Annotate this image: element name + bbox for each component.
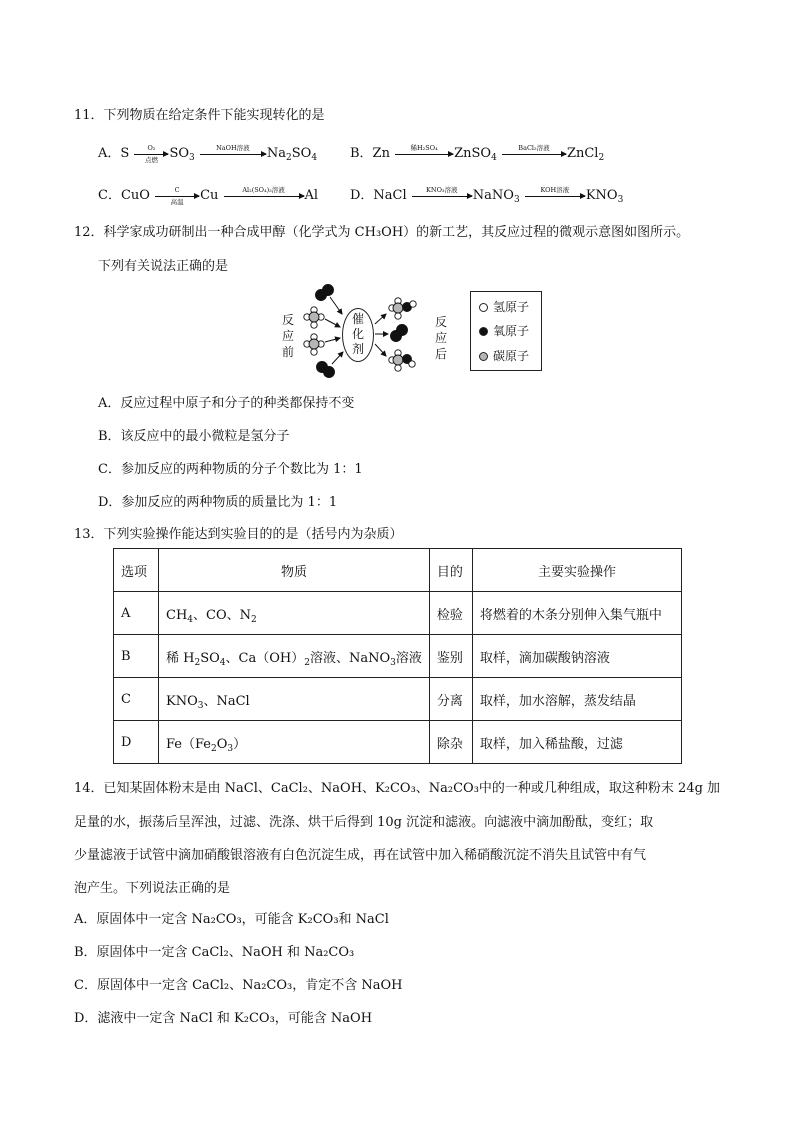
carbon-atom-icon xyxy=(479,352,488,361)
reaction-arrow: C 高温 xyxy=(155,195,199,197)
reaction-arrow: 稀H₂SO₄ xyxy=(395,153,453,155)
row-operation: 取样，加入稀盐酸，过滤 xyxy=(472,721,681,764)
q14-option-d: D．滤液中一定含 NaCl 和 K₂CO₃，可能含 NaOH xyxy=(74,1011,373,1026)
atom-legend xyxy=(470,291,542,371)
table-row xyxy=(114,635,682,678)
legend-oxygen: 氧原子 xyxy=(479,322,529,339)
carbon-atom xyxy=(393,303,403,313)
reaction-arrow: BaCl₂溶液 xyxy=(502,153,566,155)
q12-option-c: C．参加反应的两种物质的分子个数比为 1：1 xyxy=(98,462,363,477)
table-row xyxy=(114,721,682,764)
option-label: D．NaCl xyxy=(350,188,407,203)
row-option: D xyxy=(114,721,159,764)
table-header-row xyxy=(114,549,682,592)
header-substance: 物质 xyxy=(159,549,430,592)
oxygen-atom xyxy=(323,285,334,296)
row-operation: 取样，加水溶解，蒸发结晶 xyxy=(472,678,681,721)
reaction-arrow: KNO₃溶液 xyxy=(412,195,472,197)
oxygen-molecule xyxy=(391,325,408,342)
header-operation: 主要实验操作 xyxy=(472,549,681,592)
q14-option-a: A．原固体中一定含 Na₂CO₃，可能含 K₂CO₃和 NaCl xyxy=(74,912,389,927)
hydrogen-atom xyxy=(311,349,317,355)
reaction-arrow: Al₂(SO₄)₃溶液 xyxy=(224,195,304,197)
oxygen-atom xyxy=(397,325,408,336)
q14-stem-line4: 泡产生。下列说法正确的是 xyxy=(74,881,231,896)
row-operation: 将燃着的木条分别伸入集气瓶中 xyxy=(472,592,681,635)
molecule-diagram xyxy=(280,284,460,384)
q11-option-b: B．Zn 稀H₂SO₄ ZnSO$_4$ BaCl₂溶液 ZnCl$_2$ xyxy=(350,143,605,163)
q12-option-d: D．参加反应的两种物质的质量比为 1：1 xyxy=(98,495,338,510)
hydrogen-atom xyxy=(409,361,415,367)
table-row xyxy=(114,592,682,635)
option-label: C．CuO xyxy=(98,188,150,203)
legend-carbon: 碳原子 xyxy=(479,347,529,364)
methanol-molecule xyxy=(389,350,415,371)
q11-option-d: D．NaCl KNO₃溶液 NaNO$_3$ KOH溶液 $KNO_3$ xyxy=(350,185,624,205)
after-label-text: 反应后 xyxy=(435,315,448,361)
q14-option-b: B．原固体中一定含 CaCl₂、NaOH 和 Na₂CO₃ xyxy=(74,945,355,960)
row-substance: $KNO_3$、NaCl xyxy=(159,678,430,721)
option-label: B．Zn xyxy=(350,146,390,161)
catalyst-label-text: 催化剂 xyxy=(351,312,364,356)
hydrogen-atom xyxy=(410,301,416,307)
before-label-text: 反应前 xyxy=(282,313,295,359)
q14-option-c: C．原固体中一定含 CaCl₂、Na₂CO₃，肯定不含 NaOH xyxy=(74,978,403,993)
oxygen-atom-icon xyxy=(479,327,488,336)
q12-stem-line1: 12．科学家成功研制出一种合成甲醇（化学式为 CH₃OH）的新工艺，其反应过程的微观示意图如图所示。 xyxy=(74,225,690,240)
row-option: A xyxy=(114,592,159,635)
carbon-atom xyxy=(309,312,319,322)
carbon-atom xyxy=(393,355,403,365)
q11-option-a: A．S O₂ 点燃 $SO_3$ NaOH溶液 $Na_2SO_4$ xyxy=(98,143,318,164)
row-purpose: 检验 xyxy=(429,592,472,635)
q13-stem: 13．下列实验操作能达到实验目的的是（括号内为杂质） xyxy=(74,527,403,542)
q14-stem-line1: 14．已知某固体粉末是由 NaCl、CaCl₂、NaOH、K₂CO₃、Na₂CO₃中的一种或几种组成，取这种粉末 24g 加 xyxy=(74,781,721,796)
row-substance: $CH_4$、CO、$N_2$ xyxy=(159,592,430,635)
methane-molecule xyxy=(304,307,324,328)
experiment-table xyxy=(113,548,682,764)
reaction-diagram xyxy=(280,284,460,384)
hydrogen-atom xyxy=(395,365,401,371)
legend-hydrogen: 氢原子 xyxy=(479,298,529,315)
row-purpose: 鉴别 xyxy=(429,635,472,678)
row-option: C xyxy=(114,678,159,721)
header-purpose: 目的 xyxy=(429,549,472,592)
q11-option-c: C．CuO C 高温 Cu Al₂(SO₄)₃溶液 Al xyxy=(98,185,319,206)
header-option: 选项 xyxy=(114,549,159,592)
reaction-arrow: O₂ 点燃 xyxy=(134,153,168,155)
methane-molecule xyxy=(304,334,324,355)
q14-stem-line2: 足量的水，振荡后呈浑浊，过滤、洗涤、烘干后得到 10g 沉淀和滤液。向滤液中滴加酚酞，变红；取 xyxy=(74,815,654,830)
row-purpose: 分离 xyxy=(429,678,472,721)
q12-stem-line2: 下列有关说法正确的是 xyxy=(98,259,229,274)
table-row xyxy=(114,678,682,721)
q11-stem: 11．下列物质在给定条件下能实现转化的是 xyxy=(74,108,325,123)
reaction-arrow: NaOH溶液 xyxy=(200,153,266,155)
row-option: B xyxy=(114,635,159,678)
oxygen-molecule xyxy=(317,362,335,378)
row-purpose: 除杂 xyxy=(429,721,472,764)
hydrogen-atom xyxy=(311,322,317,328)
hydrogen-atom-icon xyxy=(479,303,488,312)
row-substance: 稀 $H_2SO_4$、$Ca(OH)_2$溶液、NaNO$_3$溶液 xyxy=(159,635,430,678)
option-label: A．S xyxy=(98,146,130,161)
carbon-atom xyxy=(309,339,319,349)
oxygen-atom xyxy=(324,367,335,378)
reaction-arrow: KOH溶液 xyxy=(525,195,585,197)
hydrogen-atom xyxy=(395,313,401,319)
methanol-molecule xyxy=(389,298,416,319)
q12-option-b: B．该反应中的最小微粒是氢分子 xyxy=(98,429,290,444)
row-substance: $Fe(Fe_2O_3)$ xyxy=(159,721,430,764)
q14-stem-line3: 少量滤液于试管中滴加硝酸银溶液有白色沉淀生成，再在试管中加入稀硝酸沉淀不消失且试管中有气 xyxy=(74,848,647,863)
row-operation: 取样，滴加碳酸钠溶液 xyxy=(472,635,681,678)
q12-option-a: A．反应过程中原子和分子的种类都保持不变 xyxy=(98,396,355,411)
